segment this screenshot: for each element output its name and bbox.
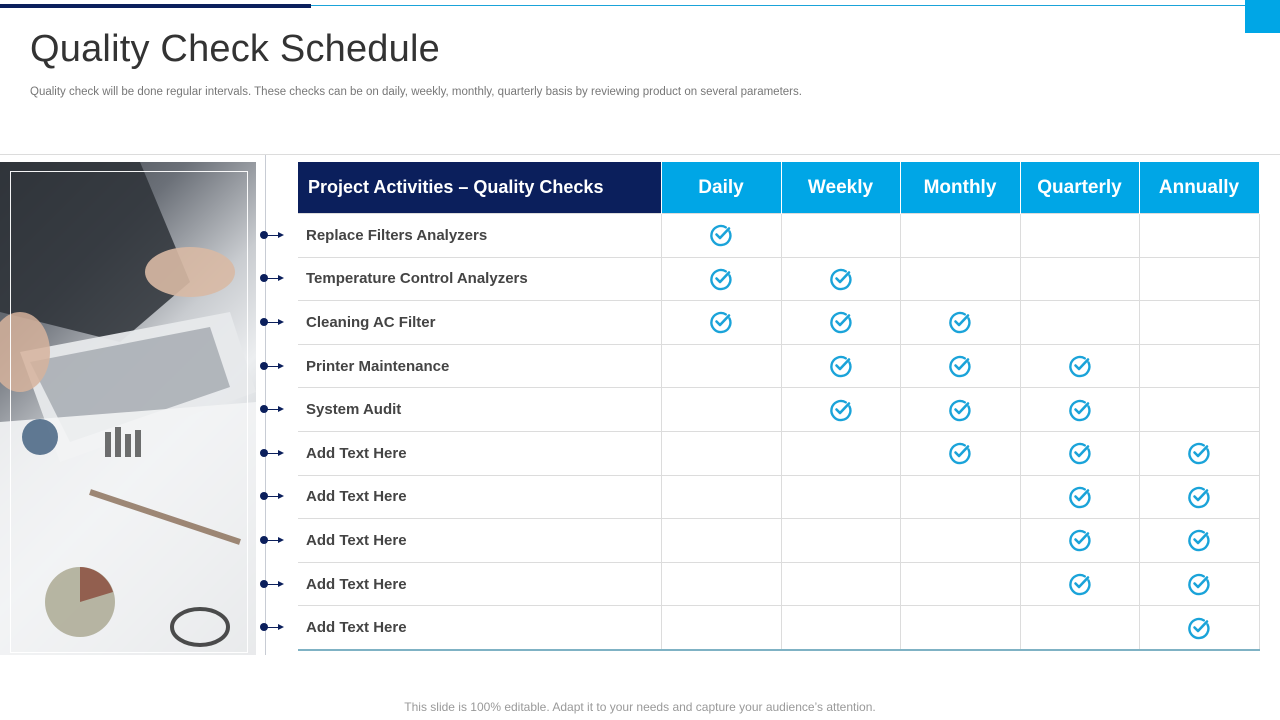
cell-annually: [1139, 214, 1259, 258]
cell-annually: [1139, 301, 1259, 345]
cell-annually: [1139, 519, 1259, 563]
header-monthly: Monthly: [900, 162, 1020, 214]
cell-daily: [661, 562, 781, 606]
cell-weekly: [781, 475, 900, 519]
check-circle-icon: [709, 223, 733, 247]
cell-daily: [661, 431, 781, 475]
table-row: [298, 301, 1259, 345]
bullet-arrow-icon: [260, 622, 286, 632]
check-circle-icon: [1068, 572, 1092, 596]
check-circle-icon: [1187, 528, 1211, 552]
activity-label: Add Text Here: [298, 606, 661, 650]
cell-annually: [1139, 475, 1259, 519]
header-activities: Project Activities – Quality Checks: [298, 162, 661, 214]
activity-label: Temperature Control Analyzers: [298, 257, 661, 301]
bullet-arrow-icon: [260, 361, 286, 371]
check-circle-icon: [1187, 485, 1211, 509]
check-circle-icon: [1187, 616, 1211, 640]
business-meeting-photo: [0, 162, 256, 655]
cell-annually: [1139, 431, 1259, 475]
check-circle-icon: [1187, 441, 1211, 465]
cell-monthly: [900, 431, 1020, 475]
table-row: [298, 606, 1259, 650]
activity-label: Replace Filters Analyzers: [298, 214, 661, 258]
bullet-arrow-icon: [260, 317, 286, 327]
divider: [0, 154, 1280, 155]
activity-label: Add Text Here: [298, 475, 661, 519]
cell-monthly: [900, 562, 1020, 606]
footer-note: This slide is 100% editable. Adapt it to your needs and capture your audience’s attention.: [404, 700, 876, 714]
cell-daily: [661, 606, 781, 650]
activity-label: Cleaning AC Filter: [298, 301, 661, 345]
cell-daily: [661, 475, 781, 519]
bullet-arrow-icon: [260, 579, 286, 589]
check-circle-icon: [829, 354, 853, 378]
cell-daily: [661, 214, 781, 258]
cell-quarterly: [1020, 344, 1139, 388]
cell-weekly: [781, 214, 900, 258]
cell-weekly: [781, 606, 900, 650]
cell-weekly: [781, 519, 900, 563]
cell-weekly: [781, 388, 900, 432]
cell-monthly: [900, 519, 1020, 563]
activity-label: Add Text Here: [298, 519, 661, 563]
header-daily: Daily: [661, 162, 781, 214]
cell-annually: [1139, 257, 1259, 301]
cell-weekly: [781, 431, 900, 475]
bullet-arrow-icon: [260, 491, 286, 501]
bullet-arrow-icon: [260, 535, 286, 545]
photo-frame: [10, 171, 248, 653]
check-circle-icon: [1187, 572, 1211, 596]
check-circle-icon: [948, 398, 972, 422]
cell-weekly: [781, 344, 900, 388]
cell-annually: [1139, 344, 1259, 388]
cell-daily: [661, 257, 781, 301]
check-circle-icon: [829, 398, 853, 422]
check-circle-icon: [948, 441, 972, 465]
activity-label: Add Text Here: [298, 431, 661, 475]
bullet-arrow-icon: [260, 230, 286, 240]
cell-weekly: [781, 257, 900, 301]
check-circle-icon: [1068, 441, 1092, 465]
check-circle-icon: [829, 310, 853, 334]
cell-quarterly: [1020, 388, 1139, 432]
bullet-arrow-icon: [260, 273, 286, 283]
cell-quarterly: [1020, 606, 1139, 650]
top-accent-line: [311, 5, 1245, 6]
table-row: [298, 214, 1259, 258]
cell-monthly: [900, 214, 1020, 258]
cell-annually: [1139, 388, 1259, 432]
cell-monthly: [900, 344, 1020, 388]
table-header-row: [298, 162, 1259, 214]
check-circle-icon: [1068, 528, 1092, 552]
check-circle-icon: [1068, 485, 1092, 509]
top-accent-bar: [0, 4, 311, 8]
cell-quarterly: [1020, 562, 1139, 606]
cell-weekly: [781, 301, 900, 345]
top-corner-square: [1245, 0, 1280, 33]
cell-quarterly: [1020, 257, 1139, 301]
header-weekly: Weekly: [781, 162, 900, 214]
check-circle-icon: [1068, 398, 1092, 422]
cell-monthly: [900, 301, 1020, 345]
cell-daily: [661, 519, 781, 563]
check-circle-icon: [948, 354, 972, 378]
cell-monthly: [900, 606, 1020, 650]
bullet-arrow-icon: [260, 448, 286, 458]
cell-monthly: [900, 388, 1020, 432]
cell-daily: [661, 301, 781, 345]
cell-quarterly: [1020, 475, 1139, 519]
cell-quarterly: [1020, 431, 1139, 475]
cell-quarterly: [1020, 214, 1139, 258]
table-row: [298, 388, 1259, 432]
table-row: [298, 475, 1259, 519]
cell-annually: [1139, 606, 1259, 650]
activity-label: System Audit: [298, 388, 661, 432]
table-row: [298, 562, 1259, 606]
cell-weekly: [781, 562, 900, 606]
cell-monthly: [900, 475, 1020, 519]
table-row: [298, 431, 1259, 475]
bullet-arrow-icon: [260, 404, 286, 414]
cell-quarterly: [1020, 519, 1139, 563]
page-subtitle: Quality check will be done regular intervals. These checks can be on daily, weekly, monthly, quarterly basis by reviewing product on several parameters.: [30, 86, 802, 98]
check-circle-icon: [709, 267, 733, 291]
page-title: Quality Check Schedule: [30, 28, 440, 70]
table-row: [298, 519, 1259, 563]
check-circle-icon: [1068, 354, 1092, 378]
quality-check-table: [298, 162, 1260, 651]
cell-annually: [1139, 562, 1259, 606]
check-circle-icon: [829, 267, 853, 291]
activity-label: Printer Maintenance: [298, 344, 661, 388]
table-row: [298, 344, 1259, 388]
check-circle-icon: [709, 310, 733, 334]
header-quarterly: Quarterly: [1020, 162, 1139, 214]
header-annually: Annually: [1139, 162, 1259, 214]
cell-daily: [661, 388, 781, 432]
check-circle-icon: [948, 310, 972, 334]
cell-quarterly: [1020, 301, 1139, 345]
cell-monthly: [900, 257, 1020, 301]
cell-daily: [661, 344, 781, 388]
table-row: [298, 257, 1259, 301]
activity-label: Add Text Here: [298, 562, 661, 606]
